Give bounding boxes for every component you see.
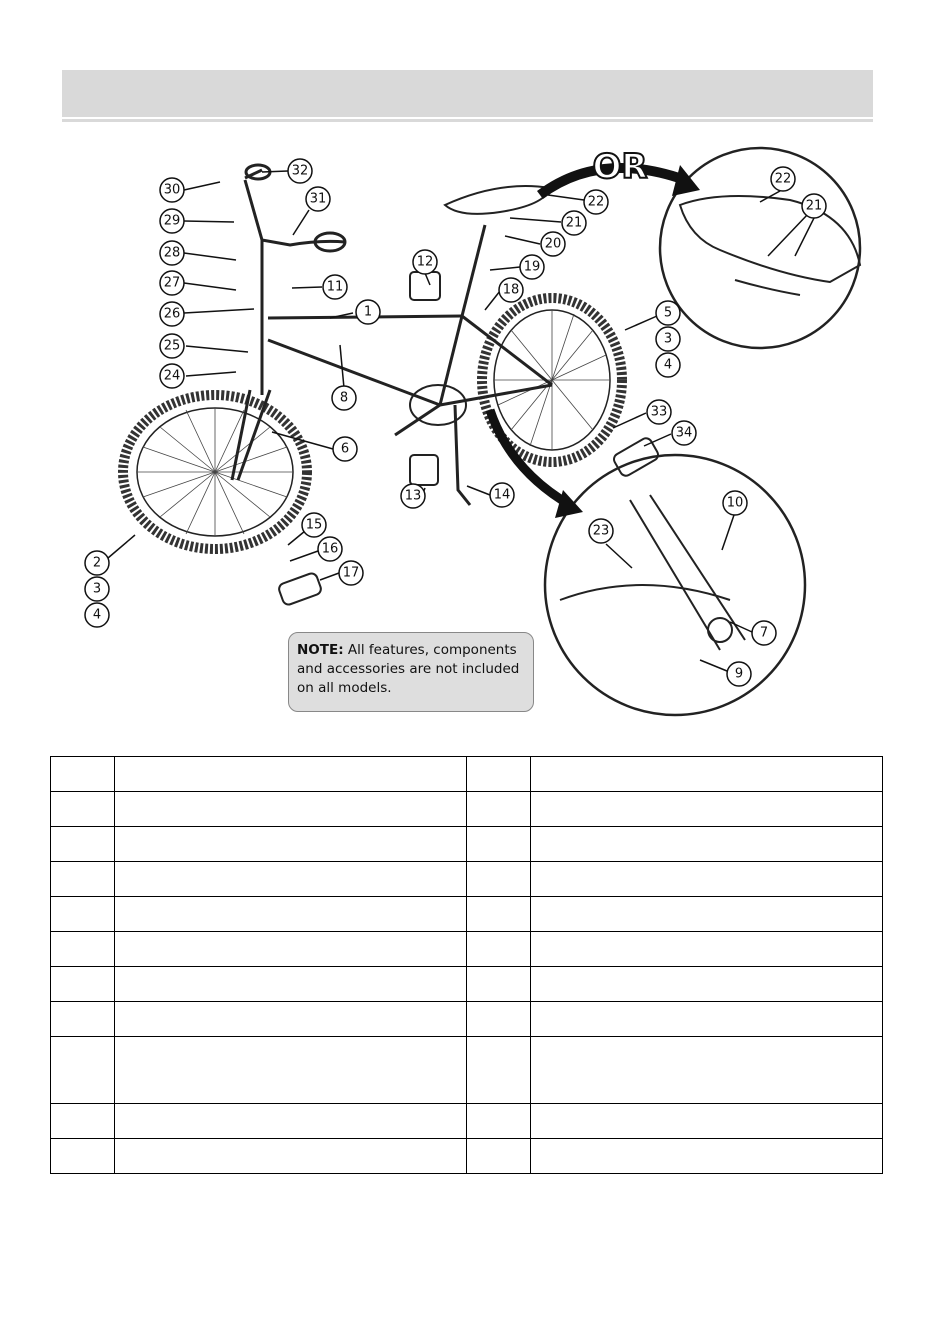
svg-text:20: 20 (544, 236, 562, 252)
part-name-cell (531, 897, 883, 932)
header-divider (62, 119, 873, 122)
svg-text:19: 19 (523, 259, 541, 275)
part-name-cell (115, 967, 467, 1002)
part-name-cell (531, 862, 883, 897)
parts-table (50, 756, 883, 1174)
table-row (51, 897, 883, 932)
callout-12 (413, 250, 437, 274)
svg-text:3: 3 (92, 581, 102, 597)
table-row (51, 967, 883, 1002)
svg-text:11: 11 (326, 279, 344, 295)
part-name-cell (531, 932, 883, 967)
part-number-cell (51, 932, 115, 967)
svg-text:4: 4 (92, 607, 102, 623)
part-name-cell (115, 1139, 467, 1174)
table-row (51, 757, 883, 792)
svg-text:16: 16 (321, 541, 339, 557)
part-number-cell (467, 1037, 531, 1104)
callout-16 (318, 537, 342, 561)
svg-text:8: 8 (339, 390, 349, 406)
callout-28 (160, 241, 184, 265)
table-row (51, 792, 883, 827)
callout-32 (288, 159, 312, 183)
part-name-cell (531, 1037, 883, 1104)
callout-19 (520, 255, 544, 279)
svg-text:23: 23 (592, 523, 610, 539)
callout-23 (589, 519, 613, 543)
svg-text:1: 1 (363, 304, 373, 320)
callout-13 (401, 484, 425, 508)
callout-22 (584, 190, 608, 214)
part-name-cell (531, 827, 883, 862)
part-number-cell (51, 827, 115, 862)
callout-26 (160, 302, 184, 326)
callout-34 (672, 421, 696, 445)
svg-text:7: 7 (759, 625, 769, 641)
svg-text:26: 26 (163, 306, 181, 322)
table-row (51, 1104, 883, 1139)
table-row (51, 862, 883, 897)
part-number-cell (51, 1037, 115, 1104)
part-name-cell (115, 932, 467, 967)
part-number-cell (467, 862, 531, 897)
svg-text:13: 13 (404, 488, 422, 504)
part-name-cell (531, 1139, 883, 1174)
callout-4-front (85, 603, 109, 627)
front-wheel (123, 395, 307, 549)
svg-text:34: 34 (675, 425, 693, 441)
part-number-cell (51, 967, 115, 1002)
callout-3-front (85, 577, 109, 601)
callout-22-detail (771, 167, 795, 191)
svg-text:18: 18 (502, 282, 520, 298)
callout-9 (727, 662, 751, 686)
callout-29 (160, 209, 184, 233)
part-name-cell (531, 967, 883, 1002)
part-number-cell (51, 792, 115, 827)
callout-1 (356, 300, 380, 324)
callout-27 (160, 271, 184, 295)
callout-21 (562, 211, 586, 235)
svg-text:9: 9 (734, 666, 744, 682)
callout-24 (160, 364, 184, 388)
callout-14 (490, 483, 514, 507)
section-header-bar (62, 70, 873, 117)
note-box (288, 632, 534, 712)
bike-frame (232, 165, 552, 505)
table-row (51, 932, 883, 967)
or-label: OR (592, 147, 648, 187)
svg-text:17: 17 (342, 565, 360, 581)
part-name-cell (115, 1037, 467, 1104)
callout-15 (302, 513, 326, 537)
table-row (51, 1037, 883, 1104)
svg-text:4: 4 (663, 357, 673, 373)
note-text: All features, components and accessories are not included on all models. (297, 642, 520, 696)
callout-21-detail (802, 194, 826, 218)
callout-10 (723, 491, 747, 515)
table-row (51, 1139, 883, 1174)
callout-11 (323, 275, 347, 299)
svg-text:22: 22 (587, 194, 605, 210)
part-number-cell (467, 967, 531, 1002)
callout-8 (332, 386, 356, 410)
svg-text:31: 31 (309, 191, 327, 207)
svg-text:12: 12 (416, 254, 434, 270)
callout-31 (306, 187, 330, 211)
part-name-cell (531, 1002, 883, 1037)
callout-4-rear (656, 353, 680, 377)
part-name-cell (531, 757, 883, 792)
part-number-cell (51, 897, 115, 932)
svg-text:22: 22 (774, 171, 792, 187)
callout-3-rear (656, 327, 680, 351)
part-name-cell (115, 792, 467, 827)
part-number-cell (467, 1002, 531, 1037)
part-name-cell (531, 1104, 883, 1139)
svg-text:5: 5 (663, 305, 673, 321)
table-row (51, 827, 883, 862)
front-peg (277, 572, 322, 606)
brake-detail-circle (545, 455, 805, 715)
part-name-cell (115, 897, 467, 932)
callout-17 (339, 561, 363, 585)
svg-text:25: 25 (163, 338, 181, 354)
svg-text:33: 33 (650, 404, 668, 420)
part-number-cell (51, 757, 115, 792)
callout-7 (752, 621, 776, 645)
callout-33 (647, 400, 671, 424)
callout-25 (160, 334, 184, 358)
part-number-cell (467, 757, 531, 792)
svg-text:32: 32 (291, 163, 309, 179)
part-number-cell (51, 1002, 115, 1037)
part-name-cell (115, 1104, 467, 1139)
part-name-cell (531, 792, 883, 827)
svg-text:30: 30 (163, 182, 181, 198)
part-number-cell (51, 862, 115, 897)
part-name-cell (115, 757, 467, 792)
or-arrow (540, 147, 700, 196)
callout-5 (656, 301, 680, 325)
svg-text:15: 15 (305, 517, 323, 533)
part-number-cell (467, 1139, 531, 1174)
part-number-cell (467, 897, 531, 932)
part-name-cell (115, 862, 467, 897)
svg-text:6: 6 (340, 441, 350, 457)
svg-text:27: 27 (163, 275, 181, 291)
svg-text:24: 24 (163, 368, 181, 384)
part-number-cell (467, 932, 531, 967)
callout-18 (499, 278, 523, 302)
part-number-cell (467, 827, 531, 862)
part-number-cell (467, 1104, 531, 1139)
svg-text:3: 3 (663, 331, 673, 347)
part-name-cell (115, 827, 467, 862)
svg-text:29: 29 (163, 213, 181, 229)
note-label: NOTE: (297, 642, 344, 658)
svg-text:28: 28 (163, 245, 181, 261)
callout-6 (333, 437, 357, 461)
part-number-cell (51, 1104, 115, 1139)
table-row (51, 1002, 883, 1037)
part-name-cell (115, 1002, 467, 1037)
svg-text:10: 10 (726, 495, 744, 511)
svg-text:2: 2 (92, 555, 102, 571)
callout-2 (85, 551, 109, 575)
svg-text:14: 14 (493, 487, 511, 503)
callout-30 (160, 178, 184, 202)
part-number-cell (467, 792, 531, 827)
svg-text:21: 21 (565, 215, 583, 231)
callout-20 (541, 232, 565, 256)
part-number-cell (51, 1139, 115, 1174)
svg-text:21: 21 (805, 198, 823, 214)
